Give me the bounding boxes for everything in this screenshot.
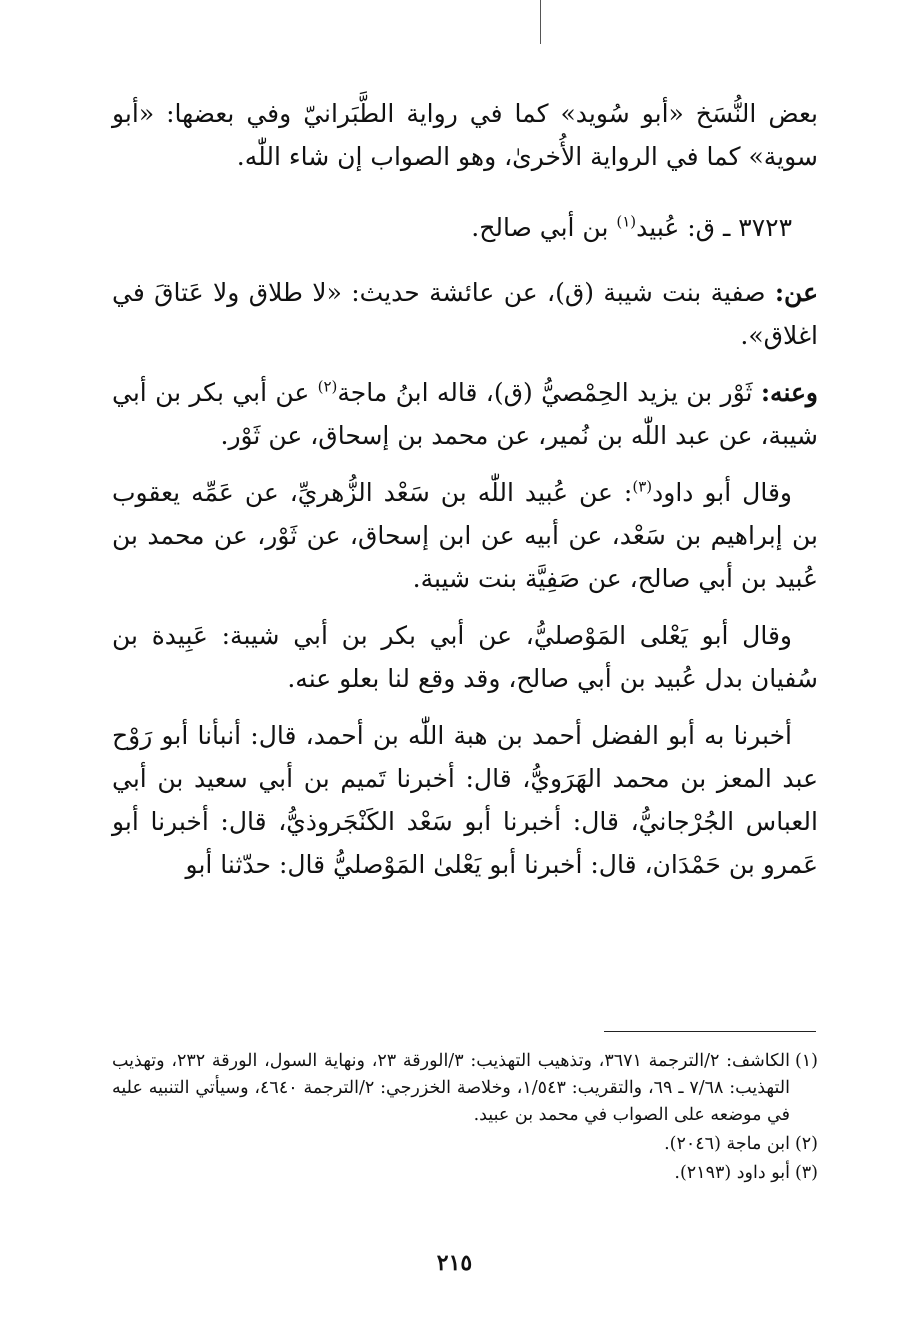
paragraph-text: ثَوْر بن يزيد الحِمْصيُّ (ق)، قاله ابنُ ماجة (337, 378, 761, 407)
footnote-ref-1: (١) (616, 212, 637, 231)
footnotes (112, 1048, 818, 1189)
paragraph-students (112, 371, 818, 457)
entry-heading-text: ٣٧٢٣ ـ ق: عُبيد (636, 213, 792, 242)
page-number: ٢١٥ (436, 1250, 473, 1276)
footnote-separator (604, 1031, 816, 1032)
paragraph-abu-dawud (112, 471, 818, 600)
footnote-text: الكاشف: ٢/الترجمة ٣٦٧١، وتذهيب التهذيب: ٣/الورقة ٢٣، ونهاية السول، الورقة ٢٣٢، وتهذيب التهذيب: ٧/٦٨ ـ ٦٩، والتقريب: ١/٥٤٣، وخلاصة الخزرجي: ٢/الترجمة ٤٦٤٠، وسيأتي التنبيه عليه في موضعه على الصواب في محمد بن عبيد. (112, 1051, 790, 1125)
paragraph-text: أخبرنا به أبو الفضل أحمد بن هبة اللّٰه بن أحمد، قال: أنبأنا أبو رَوْح عبد المعز بن محمد الهَرَويُّ، قال: أخبرنا تَميم بن أبي سعيد بن أبي العباس الجُرْجانيُّ، قال: أخبرنا أبو سَعْد الكَنْجَروذيُّ، قال: أخبرنا أبو عَمرو بن حَمْدَان، قال: أخبرنا أبو يَعْلىٰ المَوْصليُّ قال: حدّثنا أبو (112, 721, 818, 879)
footnote-number: (١) (794, 1051, 818, 1071)
paragraph-rest: : عن عُبيد اللّٰه بن سَعْد الزُّهريِّ، عن عَمِّه يعقوب بن إبراهيم بن سَعْد، عن أبيه عن ابن إسحاق، عن ثَوْر، عن محمد بن عُبيد بن أبي صالح، عن صَفِيَّة بنت شيبة. (112, 478, 818, 593)
paragraph-continuation (112, 92, 818, 178)
paragraph-text: صفية بنت شيبة (ق)، عن عائشة حديث: «لا طلاق ولا عَتاقَ في اغلاق». (112, 278, 818, 350)
paragraph-lead: وعنه: (760, 378, 818, 407)
paragraph-text: وقال أبو داود (652, 478, 792, 507)
paragraph-teachers (112, 271, 818, 357)
paragraph-text: بعض النُّسَخ «أبو سُويد» كما في رواية الطَّبَرانيّ وفي بعضها: «أبو سوية» كما في الرواية الأُخرىٰ، وهو الصواب إن شاء اللّٰه. (112, 99, 818, 171)
entry-heading (112, 206, 818, 249)
main-text (112, 92, 818, 900)
entry-heading-rest: بن أبي صالح. (471, 213, 617, 242)
paragraph-rest: عن أبي بكر بن أبي شيبة، عن عبد اللّٰه بن نُمير، عن محمد بن إسحاق، عن ثَوْر. (112, 378, 818, 450)
footnote-number: (٢) (794, 1134, 818, 1154)
footnote-number: (٣) (794, 1163, 818, 1183)
top-margin-rule (540, 0, 541, 44)
footnote-3 (112, 1160, 818, 1187)
footnote-1 (112, 1048, 818, 1129)
footnote-text: أبو داود (٢١٩٣). (674, 1163, 790, 1183)
paragraph-abu-yala (112, 614, 818, 700)
footnote-ref-3: (٣) (632, 477, 653, 496)
footnote-ref-2: (٢) (317, 377, 338, 396)
paragraph-text: وقال أبو يَعْلى المَوْصليُّ، عن أبي بكر بن أبي شيبة: عَبِيدة بن سُفيان بدل عُبيد بن أبي صالح، وقد وقع لنا بعلو عنه. (112, 621, 818, 693)
footnote-2 (112, 1131, 818, 1158)
footnote-text: ابن ماجة (٢٠٤٦). (664, 1134, 790, 1154)
paragraph-isnad (112, 714, 818, 886)
paragraph-lead: عن: (774, 278, 818, 307)
